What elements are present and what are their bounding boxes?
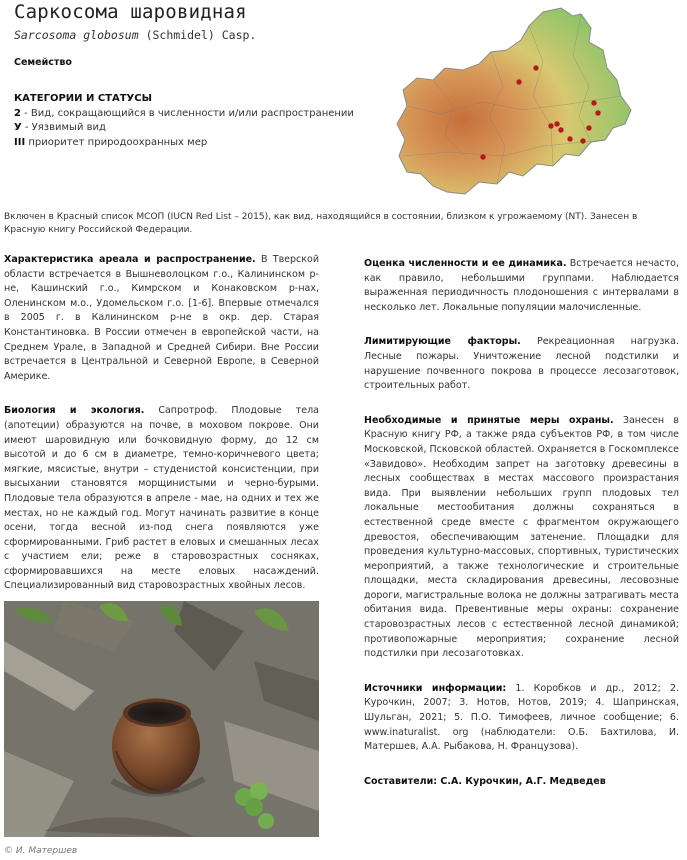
categories-heading: КАТЕГОРИИ И СТАТУСЫ [14, 93, 152, 104]
occurrence-marker [591, 100, 596, 105]
limiting-factors-section [364, 335, 679, 393]
section-text: 1. Коробков и др., 2012; 2. Курочкин, 2007; 3. Нотов, Нотов, 2019; 4. Шапринская, Шульган, 2021; 5. П.О. Тимофеев, личное сообщение; 6. www.inaturalist. org (наблюдатели: О.Б. Бахтилова, И. Матершев, А.А. Рыбакова, Н. Французова). [364, 682, 680, 753]
category-line [14, 107, 354, 122]
distribution-map [393, 6, 633, 200]
region-outline [397, 8, 631, 194]
left-column [4, 253, 319, 614]
occurrence-marker [533, 65, 538, 70]
occurrence-marker [586, 125, 591, 130]
authors-line: Составители: С.А. Курочкин, А.Г. Медведев [364, 775, 606, 787]
red-list-note: Включен в Красный список МСОП (IUCN Red List – 2015), как вид, находящийся в состоянии, близком к угрожаемому (NT). Занесен в Красную книгу Российской Федерации. [4, 212, 638, 235]
biology-section [4, 404, 319, 594]
category-code: 2 [14, 107, 21, 119]
section-text: Занесен в Красную книгу РФ, а также ряда субъектов РФ, в том числе Московской, Псковской областей. Охраняется в Госкомплексе «Завидово». Необходим запрет на заготовку древесины в лесных сообществах в местах массового произрастания вида. При выявлении небольших групп плодовых тел локальные местообитания должны сохраняться в естественной среде вместе с фрагментом окружающего древостоя, обеспечивающим затенение. Площадки для проведения культурно-массовых, спортивных, туристических мероприятий, а также технологические и строительные площадки, места складирования древесины, лесовозные дороги, магистральные волока не должны затрагивать места обитания вида. Превентивные меры охраны: сохранение старовозрастных лесов с естественной лесной динамикой; противопожарные мероприятия; сохранение лесной подстилки при лесозаготовках. [364, 414, 679, 660]
abundance-section [364, 257, 679, 315]
right-column [364, 257, 679, 809]
category-text: - Вид, сокращающийся в численности и/или распространении [20, 107, 354, 119]
family-label: Семейство [14, 57, 72, 68]
occurrence-marker [554, 121, 559, 126]
section-text: Сапротроф. Плодовые тела (апотеции) образуются на почве, в моховом покрове. Они имеют шаровидную или бочковидную форму, до 12 см высотой и до 6 см в диаметре, темно-коричневого цвета; мягкие, мясистые, внутри – студенистой консистенции, при высыхании становятся морщинистыми и черно-бурыми. Плодовые тела образуются в апреле - мае, на одних и тех же местах, но не каждый год. Могут начинать развитие в конце осени, тогда весной из-под снега появляются уже сформированными. Гриб растет в еловых и смешанных лесах с участием ели; реже в старовозрастных сосняках, сформировавшихся на месте еловых насаждений. Специализированный вид старовозрастных хвойных лесов. [4, 405, 319, 592]
section-heading: Оценка численности и ее динамика. [364, 258, 567, 269]
category-code: У [14, 122, 22, 134]
occurrence-marker [580, 138, 585, 143]
occurrence-marker [516, 79, 521, 84]
page-title: Саркосома шаровидная [14, 1, 247, 23]
occurrence-marker [558, 127, 563, 132]
photo-credit: © И. Матершев [4, 846, 78, 856]
occurrence-marker [567, 136, 572, 141]
latin-name [14, 28, 256, 42]
section-text: В Тверской области встречается в Вышневолоцком г.о., Калининском р-не, Кашинский г.о., Кимрском и Конаковском р-нах, Оленинском м.о., Удомельском г.о. [1-6]. Впервые отмечался в 2005 г. в Калининском р-не в окр. дер. Старая Константиновка. В России отмечен в европейской части, на Среднем Урале, в Западной и Средней Сибири. Вне России встречается в Центральной и Северной Европе, в Северной Америке. [4, 254, 320, 382]
category-text: приоритет природоохранных мер [25, 136, 208, 148]
section-heading: Биология и экология. [4, 405, 145, 417]
sources-section [364, 682, 679, 755]
category-code: III [14, 136, 26, 148]
section-heading: Характеристика ареала и распространение. [4, 254, 256, 265]
section-text: Встречается нечасто, как правило, небольшими группами. Наблюдается выраженная периодичность плодоношения с интервалами в несколько лет. Локальные популяции малочисленные. [364, 258, 679, 313]
species-photo [4, 601, 319, 837]
protection-measures-section [364, 414, 679, 662]
categories-block [14, 92, 354, 150]
range-section [4, 253, 319, 384]
category-text: - Уязвимый вид [21, 122, 106, 134]
occurrence-marker [548, 123, 553, 128]
category-line [14, 121, 354, 136]
section-heading: Источники информации: [364, 682, 507, 694]
section-heading: Лимитирующие факторы. [364, 336, 521, 348]
category-line [14, 136, 354, 151]
latin-binomial: Sarcosoma globosum [14, 28, 139, 42]
section-text: Рекреационная нагрузка. Лесные пожары. Уничтожение лесной подстилки и нарушение почвенного покрова в процессе лесозаготовок, строительных работ. [364, 336, 679, 392]
latin-author: (Schmidel) Casp. [145, 28, 257, 42]
occurrence-marker [595, 110, 600, 115]
section-heading: Необходимые и принятые меры охраны. [364, 414, 614, 426]
occurrence-marker [480, 154, 485, 159]
